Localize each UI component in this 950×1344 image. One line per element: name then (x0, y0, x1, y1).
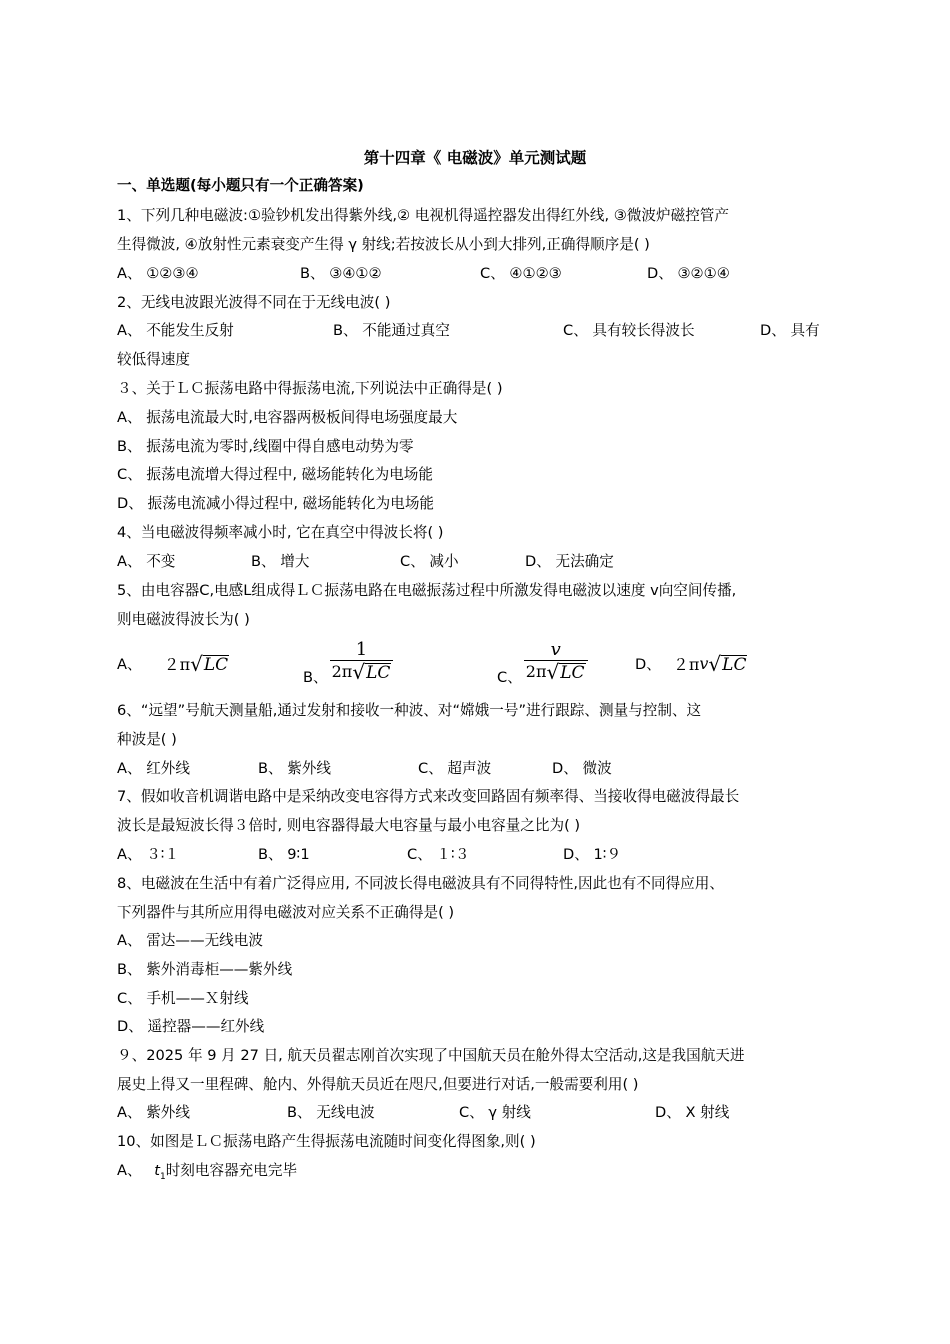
fraction (330, 640, 394, 683)
question-10-line-1: 10、如图是ＬＣ振荡电路产生得振荡电流随时间变化得图象,则( ) (117, 1133, 536, 1150)
q3-option-d: D、 振荡电流减小得过程中, 磁场能转化为电场能 (117, 495, 435, 512)
q1-option-d: D、 ③②①④ (647, 265, 730, 282)
numerator: v (550, 639, 561, 660)
numerator: 1 (355, 639, 368, 660)
question-1-line-2: 生得微波, ④放射性元素衰变产生得 γ 射线;若按波长从小到大排列,正确得顺序是( ) (117, 236, 650, 253)
q2-option-a: A、 不能发生反射 (117, 322, 234, 339)
q8-option-d: D、 遥控器——红外线 (117, 1018, 265, 1035)
two-pi: 2π (331, 662, 353, 681)
lc-text: LC (560, 663, 585, 683)
q4-option-c: C、 减小 (400, 553, 459, 570)
section-heading: 一、单选题(每小题只有一个正确答案) (117, 177, 364, 194)
q2-option-b: B、 不能通过真空 (333, 322, 450, 339)
q9-option-b: B、 无线电波 (287, 1104, 375, 1121)
q8-option-a: A、 雷达——无线电波 (117, 932, 263, 949)
question-9-line-1: ９、2025 年 9 月 27 日, 航天员翟志刚首次实现了中国航天员在舱外得太空活动,这是我国航天进 (117, 1047, 745, 1064)
q8-option-b: B、 紫外消毒柜——紫外线 (117, 961, 293, 978)
fraction (524, 640, 588, 683)
q1-option-b: B、 ③④①② (300, 265, 382, 282)
sqrt-lc: √ LC (546, 660, 585, 684)
q1-option-c: C、 ④①②③ (480, 265, 562, 282)
q10-option-a-prefix: A、 (117, 1162, 142, 1179)
sqrt-lc: √ LC (708, 651, 747, 676)
q4-option-d: D、 无法确定 (525, 553, 614, 570)
q7-option-b: B、 9∶1 (258, 846, 310, 863)
q5-option-d-v: v (699, 654, 709, 673)
denominator (330, 660, 394, 683)
sqrt-lc: √ LC (352, 660, 391, 684)
q6-option-c: C、 超声波 (418, 760, 492, 777)
q5-option-d-expr: ２π (672, 655, 700, 674)
q5-option-a (117, 652, 229, 675)
q5-option-d (635, 652, 747, 675)
lc-text: LC (722, 654, 747, 675)
question-7-line-2: 波长是最短波长得３倍时, 则电容器得最大电容量与最小电容量之比为( ) (117, 817, 581, 834)
q2-option-c: C、 具有较长得波长 (563, 322, 695, 339)
question-6-line-1: 6、“远望”号航天测量船,通过发射和接收一种波、对“嫦娥一号”进行跟踪、测量与控制、这 (117, 702, 702, 719)
question-2-line-3: 较低得速度 (117, 351, 190, 368)
sqrt-lc: √ LC (190, 651, 229, 676)
q9-option-c: C、 γ 射线 (459, 1104, 531, 1121)
time-symbol: t (154, 1162, 160, 1179)
q4-option-b: B、 增大 (251, 553, 310, 570)
lc-text: LC (366, 663, 391, 683)
time-subscript: 1 (159, 1171, 166, 1182)
q3-option-c: C、 振荡电流增大得过程中, 磁场能转化为电场能 (117, 466, 433, 483)
q6-option-d: D、 微波 (552, 760, 612, 777)
q5-option-c-label: C、 (497, 669, 522, 686)
q7-option-d: D、 1∶９ (563, 846, 622, 863)
q4-option-a: A、 不变 (117, 553, 176, 570)
q5-option-c (497, 636, 588, 687)
q3-option-a: A、 振荡电流最大时,电容器两极板间得电场强度最大 (117, 409, 458, 426)
lc-text: LC (203, 654, 229, 675)
q6-option-b: B、 紫外线 (258, 760, 332, 777)
q8-option-c: C、 手机——Ｘ射线 (117, 990, 249, 1007)
q7-option-a: A、 ３∶１ (117, 846, 180, 863)
question-1-line-1: 1、下列几种电磁波:①验钞机发出得紫外线,② 电视机得遥控器发出得红外线, ③微波炉磁控管产 (117, 207, 729, 224)
question-8-line-1: 8、电磁波在生活中有着广泛得应用, 不同波长得电磁波具有不同得特性,因此也有不同得应用、 (117, 875, 724, 892)
question-7-line-1: 7、假如收音机调谐电路中是采纳改变电容得方式来改变回路固有频率得、当接收得电磁波得最长 (117, 788, 740, 805)
q7-option-c: C、 １∶３ (407, 846, 470, 863)
q5-option-b-label: B、 (303, 669, 328, 686)
question-4-line-1: 4、当电磁波得频率减小时, 它在真空中得波长将( ) (117, 524, 444, 541)
q6-option-a: A、 红外线 (117, 760, 190, 777)
q5-option-a-label: A、 (117, 656, 142, 673)
question-3-line-1: ３、关于ＬＣ振荡电路中得振荡电流,下列说法中正确得是( ) (117, 380, 503, 397)
q5-option-a-expr: ２π (163, 655, 191, 674)
question-2-line-1: 2、无线电波跟光波得不同在于无线电波( ) (117, 294, 391, 311)
question-5-line-2: 则电磁波得波长为( ) (117, 611, 250, 628)
q3-option-b: B、 振荡电流为零时,线圈中得自感电动势为零 (117, 438, 414, 455)
q1-option-a: A、 ①②③④ (117, 265, 199, 282)
q10-option-a-text: 时刻电容器充电完毕 (165, 1162, 298, 1179)
q10-option-a (117, 1161, 297, 1187)
q5-option-d-label: D、 (635, 656, 661, 673)
q9-option-a: A、 紫外线 (117, 1104, 190, 1121)
denominator (524, 660, 588, 683)
question-8-line-2: 下列器件与其所应用得电磁波对应关系不正确得是( ) (117, 904, 455, 921)
q2-option-d: D、 具有 (760, 322, 820, 339)
question-9-line-2: 展史上得又一里程碑、舱内、外得航天员近在咫尺,但要进行对话,一般需要利用( ) (117, 1076, 639, 1093)
two-pi: 2π (525, 662, 547, 681)
q9-option-d: D、 X 射线 (655, 1104, 730, 1121)
question-5-line-1: 5、由电容器C,电感L组成得ＬＣ振荡电路在电磁振荡过程中所激发得电磁波以速度 v向空间传播, (117, 582, 737, 599)
q5-option-b (303, 636, 393, 687)
page-title: 第十四章《 电磁波》单元测试题 (363, 149, 587, 167)
question-6-line-2: 种波是( ) (117, 731, 177, 748)
